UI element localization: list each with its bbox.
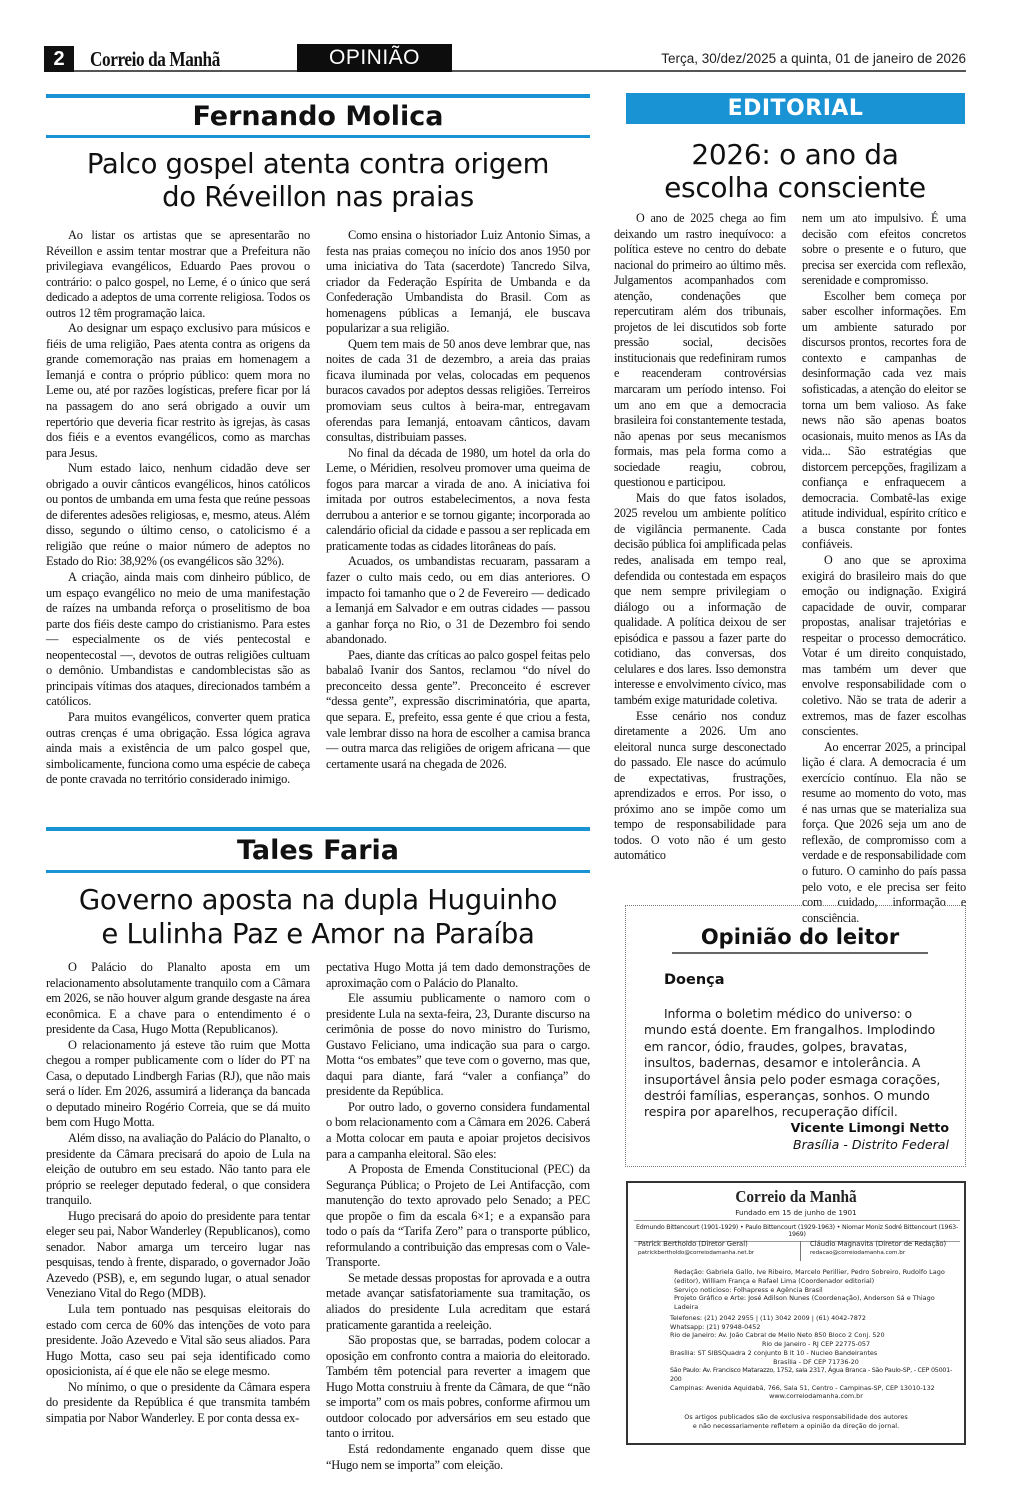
reader-author-name: Vicente Limongi Netto (790, 1120, 949, 1135)
brasilia-city: Brasília - DF CEP 71736-20 (773, 1357, 859, 1366)
section-label: OPINIÃO (297, 44, 452, 72)
phones: Telefones: (21) 2042 2955 | (11) 3042 2009 | (61) 4042-7872 (670, 1314, 866, 1322)
paragraph: Como ensina o historiador Luiz Antonio Simas, a festa nas praias começou no início dos anos 1950 por uma iniciativa do Tata (sacerdote) Tancredo Silva, criador da Federação Espírita de Umbanda e da Confederação Umbandista do Brasil. Com as homenagens públicas a Iemanjá, ele buscava popularizar a sua religião. (326, 228, 590, 336)
headline-line: do Réveillon nas praias (162, 181, 474, 213)
reader-opinion-text: Informa o boletim médico do universo: o mundo está doente. Em frangalhos. Implodindo em rancor, ódio, fraudes, golpes, bravatas, insultos, badernas, desamor e intolerância. A insuportável ânsia pelo poder esmaga corações, destrói famílias, esperanças, sonhos. O mundo respira por aparelhos, recuperação difícil. (644, 1006, 941, 1120)
paragraph: O ano que se aproxima exigirá do brasileiro mais do que emoção ou indignação. Exigirá capacidade de ouvir, comparar propostas, analisar trajetórias e respeitar o processo democrático. Votar é um direito conquistado, mas também um dever que envolve responsabilidade com o coletivo. Não se trata de aderir a extremos, mas de fazer escolhas conscientes. (802, 553, 966, 739)
director-name: Patrick Bertholdo (Diretor Geral) (638, 1240, 748, 1248)
director-name: Cláudio Magnavita (Diretor de Redação) (810, 1240, 947, 1248)
staff-redacao: Redação: Gabriela Gallo, Ive Ribeiro, Marcelo Perillier, Pedro Sobreiro, Rudolfo Lago (editor), William França e Rafael Lima (Coordenador editorial) (674, 1268, 945, 1285)
disclaimer (628, 1413, 964, 1431)
paragraph: Num estado laico, nenhum cidadão deve ser obrigado a ouvir cânticos evangélicos, hinos católicos ou pontos de umbanda em uma festa que reúne pessoas de diferentes adesões religiosas, e, mesmo, ateus. Além disso, segundo o último censo, o catolicismo é a religião que reúne o maior número de adeptos no Estado do Rio: 38,92% (os evangélicos são 32%). (46, 461, 310, 569)
director-general (638, 1240, 754, 1258)
whatsapp: Whatsapp: (21) 97948-0452 (670, 1322, 761, 1331)
editorial-label: EDITORIAL (626, 93, 965, 124)
website-link[interactable]: www.correiodamanha.com.br (769, 1392, 863, 1401)
paragraph: São propostas que, se barradas, podem colocar a oposição em confronto contra a maioria do eleitorado. Também têm potencial para reverter a imagem que Hugo Motta construiu à frente da Câmara, de que “não se importa” com os mais pobres, conforme afirmou um outdoor colocado por adversários em seu estado que tanto o irritou. (326, 1333, 590, 1441)
paragraph: A Proposta de Emenda Constitucional (PEC) da Segurança Pública; o Projeto de Lei Antifacção, com manutenção do texto aprovado pelo Senado; a PEC que propõe o fim da escala 6×1; e a expansão para todo o país da “Tarifa Zero” para o transporte público, reformulando a contribuição das empresas com o Vale-Transporte. (326, 1162, 590, 1270)
expediente-box (626, 1181, 966, 1445)
paragraph: No final da década de 1980, um hotel da orla do Leme, o Méridien, resolveu promover uma queima de fogos para marcar a virada de ano. A iniciativa foi imitada por outros estabelecimentos, a nova festa derrubou a anterior e se tornou gigante; incorporada ao calendário oficial da cidade e passou a ser replicada em praticamente todas as cidades litorâneas do país. (326, 445, 590, 553)
article1-headline (46, 148, 590, 214)
reader-opinion-box (625, 905, 966, 1167)
reader-author-location: Brasília - Distrito Federal (792, 1137, 949, 1152)
article2-body (46, 960, 590, 1473)
paragraph: Se metade dessas propostas for aprovada e a outra metade avançar satisfatoriamente sua tramitação, os aliados do presidente Lula acreditam que estará praticamente garantida a reeleição. (326, 1270, 590, 1332)
paragraph: Ao encerrar 2025, a principal lição é clara. A democracia é um exercício contínuo. Ela não se resume ao momento do voto, mas é nas urnas que se materializa sua força. Que 2026 seja um ano de reflexão, de compromisso com a verdade e de responsabilidade com o futuro. O caminho do país passa pelo voto, e ele precisa ser feito com cuidado, informação e consciência. (802, 739, 966, 925)
paragraph: Ele assumiu publicamente o namoro com o presidente Lula na sexta-feira, 23, Durante discurso na cerimônia de posse do novo ministro do Turismo, Gustavo Feliciano, uma indicação sua para o cargo. Motta “os embates” que teve com o governo, mas que, daqui para diante, fará “valer a confiança” do presidente da República. (326, 991, 590, 1099)
article2-headline (46, 883, 590, 951)
article2-author: Tales Faria (46, 827, 590, 873)
editorial-column-1 (614, 211, 786, 926)
staff-servico: Serviço noticioso: Folhapress e Agência Brasil (674, 1285, 823, 1294)
paragraph: Para muitos evangélicos, converter quem pratica outras crenças é uma obrigação. Essa lógica agrava ainda mais a existência de um palco gospel que, simbolicamente, funciona como uma espécie de cabeça de ponte cravada no território considerado inimigo. (46, 709, 310, 787)
paragraph: Hugo precisará do apoio do presidente para tentar eleger seu pai, Nabor Wanderley (Republicanos), como senador. Nabor amarga um terceiro lugar nas pesquisas, tendo à frente, disparado, o governador João Azevedo (PSB), e, em segundo lugar, o atual senador Veneziano Vital do Rego (MDB). (46, 1208, 310, 1301)
article2-column-1 (46, 960, 310, 1473)
brasilia-address: Brasília: ST SIBSQuadra 2 conjunto B lt 10 - Nucleo Bandeirantes (670, 1348, 878, 1357)
paragraph: Acuados, os umbandistas recuaram, passaram a fazer o culto mais cedo, ou em dias anteriores. O impacto foi tamanho que o 2 de Fevereiro — dedicado a Iemanjá em Salvador e em outras cidades — passou a ganhar força no Rio, o 31 de Dezembro foi sendo abandonado. (326, 554, 590, 647)
paragraph: Por outro lado, o governo considera fundamental o bom relacionamento com a Câmara em 2026. Caberá a Motta colocar em pauta e apoiar projetos decisivos para a campanha eleitoral. São eles: (326, 1099, 590, 1161)
editorial-column-2 (802, 211, 966, 926)
disclaimer-line: Os artigos publicados são de exclusiva responsabilidade dos autores (684, 1413, 908, 1421)
article1-body (46, 228, 590, 788)
article1-author: Fernando Molica (46, 94, 590, 138)
staff-projeto: Projeto Gráfico e Arte: José Adilson Nunes (Coordenação), Anderson Sá e Thiago Ladeira (674, 1294, 935, 1312)
disclaimer-line: e não necessariamente refletem a opinião da direção do jornal. (692, 1422, 900, 1430)
editorial-body (614, 211, 966, 926)
paragraph: Paes, diante das críticas ao palco gospel feitas pelo babalaô Ivanir dos Santos, reclamou “do nível do preconceito dessa gente”. Preconceito é escrever “dessa gente”, expressão discriminatória, que aparta, que separa. E, prefeito, essa gente é que criou a festa, vale lembrar disso na hora de escolher a camisa branca — outra marca das religiões de origem africana — que certamente usará na chegada de 2026. (326, 647, 590, 771)
director-editorial (810, 1240, 946, 1258)
founders-line: Edmundo Bittencourt (1901-1929) • Paulo Bittencourt (1929-1963) • Niomar Moniz Sodré Bittencourt (1963-1969) (634, 1220, 960, 1242)
director-email[interactable]: redacao@correiodamanha.com.br (810, 1250, 906, 1256)
headline-line: Palco gospel atenta contra origem (86, 148, 550, 180)
paragraph: pectativa Hugo Motta já tem dado demonstrações de aproximação com o Palácio do Planalto. (326, 960, 590, 990)
paragraph: Além disso, na avaliação do Palácio do Planalto, o presidente da Câmara precisará do apoio de Lula na eleição de outubro em seu estado. Não tanto para ele próprio se reeleger deputado federal, o que considera tranquilo. (46, 1131, 310, 1208)
reader-opinion-subtitle: Doença (664, 972, 725, 988)
paragraph: A criação, ainda mais com dinheiro público, de um espaço evangélico no meio de uma manifestação de raízes na umbanda reforça o proselitismo de boa parte dos fiéis deste campo do cristianismo. Para estes — especialmente os de viés pentecostal e neopentecostal —, devotos de outras religiões cultuam o demônio. Umbandistas e candomblecistas são as principais vítimas dos ataques, direcionados também a católicos. (46, 570, 310, 709)
paragraph: Esse cenário nos conduz diretamente a 2026. Um ano eleitoral nunca surge desconectado do passado. Ele nasce do acúmulo de expectativas, frustrações, aprendizados e erros. Por isso, o próximo ano se impõe como um tempo de responsabilidade para todos. O voto não é um gesto automático (614, 708, 786, 863)
contact-info (670, 1314, 962, 1401)
paragraph: Quem tem mais de 50 anos deve lembrar que, nas noites de cada 31 de dezembro, a areia das praias ficava iluminada por velas, colocadas em pequenos buracos cavados por adeptos dessas religiões. Terreiros promoviam seus cultos à beira-mar, entregavam oferendas para Iemanjá, entoavam cânticos, davam consultas, distribuiam passes. (326, 336, 590, 445)
paragraph: Lula tem pontuado nas pesquisas eleitorais do estado com cerca de 60% das intenções de voto para presidente. João Azevedo e Vital são seus aliados. Para Hugo Motta, caso seu pai seja identificado como oposicionista, aí é que ele não se elege mesmo. (46, 1302, 310, 1379)
dateline: Terça, 30/dez/2025 a quinta, 01 de janeiro de 2026 (661, 51, 966, 66)
page-number: 2 (44, 46, 74, 72)
headline-line: 2026: o ano da (691, 138, 899, 171)
paragraph: No mínimo, o que o presidente da Câmara espera do presidente da República é que transmita também simpatia por Nabor Wanderley. E por conta dessa ex- (46, 1379, 310, 1425)
page-header (44, 46, 966, 72)
editorial-headline (620, 138, 970, 204)
sao-paulo-address: São Paulo: Av. Francisco Matarazzo, 1752, sala 2317, Água Branca - São Paulo-SP, - CEP 05001-200 (670, 1366, 953, 1383)
paragraph: Mais do que fatos isolados, 2025 revelou um ambiente político de vigilância permanente. Cada decisão pública foi amplificada pelas redes, analisada em tempo real, defendida ou contestada em espaços que nem sempre privilegiam o diálogo ou a informação de qualidade. A política deixou de ser episódica e passou a fazer parte do cotidiano, das conversas, dos celulares e dos lares. Isso demonstra interesse e envolvimento cívico, mas também exige maturidade coletiva. (614, 490, 786, 707)
article1-column-2 (326, 228, 590, 788)
reader-opinion-title: Opinião do leitor (672, 922, 928, 954)
director-email[interactable]: patrickbertholdo@correiodamanha.net.br (638, 1250, 755, 1256)
campinas-address: Campinas: Avenida Aquidabã, 766, Sala 51, Centro - Campinas-SP, CEP 13010-132 (670, 1383, 935, 1392)
rio-city: Rio de Janeiro - RJ CEP 22775-057 (761, 1340, 871, 1349)
article2-column-2 (326, 960, 590, 1473)
paragraph: Está redondamente enganado quem disse que “Hugo nem se importa” com eleição. (326, 1441, 590, 1472)
paragraph: Ao listar os artistas que se apresentarão no Réveillon e assim tentar mostrar que a Prefeitura não privilegiava evangélicos, Eduardo Paes provou o contrário: o palco gospel, no Leme, é o único que será dedicado a adeptos de uma corrente religiosa. Todos os outros 12 têm programação laica. (46, 228, 310, 320)
founded-date: Fundado em 15 de junho de 1901 (735, 1208, 857, 1217)
headline-line: Governo aposta na dupla Huguinho (78, 884, 558, 916)
staff-credits (674, 1268, 959, 1312)
headline-line: e Lulinha Paz e Amor na Paraíba (101, 918, 535, 950)
reader-opinion-signature (791, 1119, 949, 1153)
paragraph: Ao designar um espaço exclusivo para músicos e fiéis de uma religião, Paes atenta contra as origens da grande comemoração nas praias em homenagem a Iemanjá e contra o próprio público: quem mora no Leme ou, até por razões logísticas, prefere ficar por lá na passagem do ano será obrigado a ouvir um repertório que deveria ficar restrito às igrejas, às casas dos fiéis e a eventos evangélicos, como as marchas para Jesus. (46, 321, 310, 460)
article1-column-1 (46, 228, 310, 788)
headline-line: escolha consciente (664, 171, 926, 204)
paragraph: O Palácio do Planalto aposta em um relacionamento absolutamente tranquilo com a Câmara em 2026, se não houver algum grande desgaste na área econômica. E a chave para o entendimento é o presidente da Casa, Hugo Motta (Republicanos). (46, 960, 310, 1037)
expediente-logo: Correio da Manhã (735, 1187, 857, 1206)
paragraph: Escolher bem começa por saber escolher informações. Em um ambiente saturado por discursos prontos, recortes fora de contexto e campanhas de desinformação cada vez mais sofisticadas, a atenção do eleitor se torna um bem valioso. As fake news não são apenas boatos ocasionais, muito menos as IAs da vida... São estratégias que distorcem percepções, fragilizam a confiança e enfraquecem a democracia. Combatê-las exige atitude individual, espírito crítico e a busca constante por fontes confiáveis. (802, 288, 966, 552)
paragraph: nem um ato impulsivo. É uma decisão com efeitos concretos sobre o presente e o futuro, que precisa ser exercida com reflexão, serenidade e compromisso. (802, 211, 966, 288)
newspaper-logo: Correio da Manhã (90, 47, 220, 71)
paragraph: O relacionamento já esteve tão ruim que Motta chegou a romper publicamente com o líder do PT na Casa, o deputado Lindbergh Farias (RJ), que não mais será o líder. Em 2026, assumirá a liderança da bancada o deputado mineiro Rogério Correia, que se dá muito bem com Hugo Motta. (46, 1037, 310, 1130)
rio-address: Rio de Janeiro: Av. João Cabral de Mello Neto 850 Bloco 2 Conj. 520 (670, 1331, 885, 1340)
divider (800, 1241, 801, 1261)
paragraph: O ano de 2025 chega ao fim deixando um rastro inequívoco: a política esteve no centro do debate nacional do primeiro ao último mês. Julgamentos acompanhados com atenção, condenações que repercutiram além dos tribunais, projetos de lei discutidos sob forte pressão social, decisões institucionais que redefiniram rumos e reacenderam controvérsias marcaram um período intenso. Foi um ano em que a democracia brasileira foi constantemente testada, não apenas por seus mecanismos formais, mas pela forma como a sociedade reagiu, cobrou, questionou e participou. (614, 211, 786, 490)
